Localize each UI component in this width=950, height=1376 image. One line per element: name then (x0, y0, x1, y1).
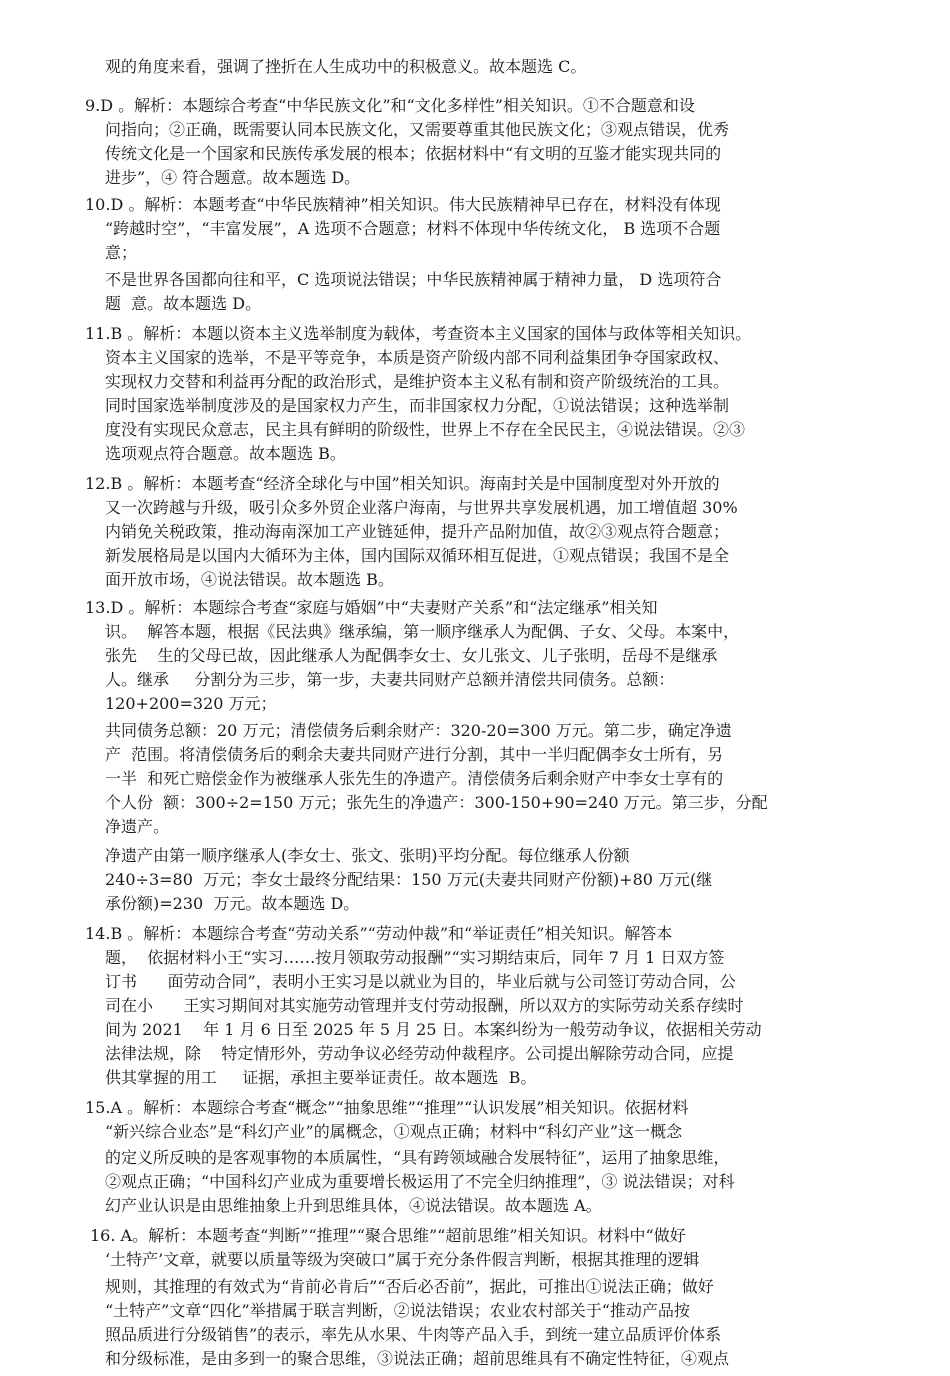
text-line: “跨越时空”，“丰富发展”，A 选项不合题意；材料不体现中华传统文化， B 选项不合题 (105, 219, 721, 238)
text-line: 个人份 额：300÷2=150 万元；张先生的净遗产：300-150+90=240 万元。第三步，分配 (105, 793, 768, 812)
text-line: 实现权力交替和利益再分配的政治形式，是维护资本主义私有制和资产阶级统治的工具。 (105, 372, 730, 391)
text-line: 进步”，④ 符合题意。故本题选 D。 (105, 168, 361, 187)
text-line: 10.D 。解析：本题考查“中华民族精神”相关知识。伟大民族精神早已存在，材料没有体现 (85, 195, 721, 214)
text-line: 度没有实现民众意志，民主具有鲜明的阶级性，世界上不存在全民民主，④说法错误。②③ (105, 420, 746, 439)
text-line: 净遗产。 (105, 817, 170, 836)
text-line: 共同债务总额：20 万元；清偿债务后剩余财产：320-20=300 万元。第二步，确定净遗 (105, 721, 732, 740)
text-line: 人。继承 分割分为三步，第一步，夫妻共同财产总额并清偿共同债务。总额： (105, 670, 675, 689)
text-line: 新发展格局是以国内大循环为主体，国内国际双循环相互促进，①观点错误；我国不是全 (105, 546, 730, 565)
text-line: 问指向；②正确，既需要认同本民族文化，又需要尊重其他民族文化；③观点错误，优秀 (105, 120, 730, 139)
text-line: 题 意。故本题选 D。 (105, 294, 262, 313)
text-line: 间为 2021 年 1 月 6 日至 2025 年 5 月 25 日。本案纠纷为一般劳动争议，依据相关劳动 (105, 1020, 762, 1039)
text-line: 一半 和死亡赔偿金作为被继承人张先生的净遗产。清偿债务后剩余财产中李女士享有的 (105, 769, 724, 788)
text-line: 司在小 王实习期间对其实施劳动管理并支付劳动报酬，所以双方的实际劳动关系存续时 (105, 996, 744, 1015)
text-line: 内销免关税政策，推动海南深加工产业链延伸，提升产品附加值，故②③观点符合题意； (105, 522, 730, 541)
text-line: 16. A。解析：本题考查“判断”“推理”“聚合思维”“超前思维”相关知识。材料中“做好 (90, 1226, 686, 1245)
text-line: 幻产业认识是由思维抽象上升到思维具体，④说法错误。故本题选 A。 (105, 1196, 602, 1215)
text-line: 同时国家选举制度涉及的是国家权力产生，而非国家权力分配，①说法错误；这种选举制 (105, 396, 730, 415)
text-line: 不是世界各国都向往和平，C 选项说法错误；中华民族精神属于精神力量， D 选项符合 (105, 270, 722, 289)
text-line: 资本主义国家的选举，不是平等竞争，本质是资产阶级内部不同利益集团争夺国家政权、 (105, 348, 730, 367)
text-line: 传统文化是一个国家和民族传承发展的根本；依据材料中“有文明的互鉴才能实现共同的 (105, 144, 722, 163)
text-line: 产 范围。将清偿债务后的剩余夫妻共同财产进行分割，其中一半归配偶李女士所有，另 (105, 745, 724, 764)
text-line: 观的角度来看，强调了挫折在人生成功中的积极意义。故本题选 C。 (105, 57, 587, 76)
text-line: 11.B 。解析：本题以资本主义选举制度为载体，考查资本主义国家的国体与政体等相关知识。 (85, 324, 752, 343)
text-line: 订书 面劳动合同”，表明小王实习是以就业为目的，毕业后就与公司签订劳动合同，公 (105, 972, 736, 991)
text-line: 选项观点符合题意。故本题选 B。 (105, 444, 346, 463)
text-line: 又一次跨越与升级，吸引众多外贸企业落户海南，与世界共享发展机遇，加工增值超 30% (105, 498, 738, 517)
text-line: 净遗产由第一顺序继承人(李女士、张文、张明)平均分配。每位继承人份额 (105, 846, 630, 865)
text-line: 规则，其推理的有效式为“肯前必肯后”“否后必否前”，据此，可推出①说法正确；做好 (105, 1277, 714, 1296)
text-line: “土特产”文章“四化”举措属于联言判断，②说法错误；农业农村部关于“推动产品按 (105, 1301, 690, 1320)
text-line: 的定义所反映的是客观事物的本质属性，“具有跨领域融合发展特征”，运用了抽象思维， (105, 1148, 730, 1167)
text-line: 题， 依据材料小王“实习……按月领取劳动报酬”“实习期结束后，同年 7 月 1 日双方签 (105, 948, 725, 967)
text-line: 9.D 。解析：本题综合考查“中华民族文化”和“文化多样性”相关知识。①不合题意和设 (85, 96, 695, 115)
text-line: ‘土特产’文章，就要以质量等级为突破口”属于充分条件假言判断，根据其推理的逻辑 (105, 1250, 700, 1269)
text-line: 承份额)=230 万元。故本题选 D。 (105, 894, 360, 913)
text-line: “新兴综合业态”是“科幻产业”的属概念，①观点正确；材料中“科幻产业”这一概念 (105, 1122, 683, 1141)
text-line: 照品质进行分级销售”的表示，率先从水果、牛肉等产品入手，到统一建立品质评价体系 (105, 1325, 722, 1344)
text-line: 120+200=320 万元； (105, 694, 277, 713)
text-line: 面开放市场，④说法错误。故本题选 B。 (105, 570, 394, 589)
text-line: 15.A 。解析：本题综合考查“概念”“抽象思维”“推理”“认识发展”相关知识。依据材料 (85, 1098, 689, 1117)
text-line: 法律法规，除 特定情形外，劳动争议必经劳动仲裁程序。公司提出解除劳动合同，应提 (105, 1044, 734, 1063)
text-line: 识。 解答本题，根据《民法典》继承编，第一顺序继承人为配偶、子女、父母。本案中， (105, 622, 740, 641)
text-line: 13.D 。解析：本题综合考查“家庭与婚姻”中“夫妻财产关系”和“法定继承”相关知 (85, 598, 658, 617)
text-line: 和分级标准，是由多到一的聚合思维，③说法正确；超前思维具有不确定性特征，④观点 (105, 1349, 730, 1368)
text-line: 14.B 。解析：本题综合考查“劳动关系”“劳动仲裁”和“举证责任”相关知识。解答本 (85, 924, 673, 943)
text-line: 意； (105, 243, 138, 262)
text-line: 张先 生的父母已故，因此继承人为配偶李女士、女儿张文、儿子张明，岳母不是继承 (105, 646, 718, 665)
text-line: 240÷3=80 万元；李女士最终分配结果：150 万元(夫妻共同财产份额)+80 万元(继 (105, 870, 713, 889)
text-line: 供其掌握的用工 证据，承担主要举证责任。故本题选 B。 (105, 1068, 537, 1087)
text-line: ②观点正确；“中国科幻产业成为重要增长极运用了不完全归纳推理”，③ 说法错误；对科 (105, 1172, 735, 1191)
text-line: 12.B 。解析：本题考查“经济全球化与中国”相关知识。海南封关是中国制度型对外开放的 (85, 474, 720, 493)
